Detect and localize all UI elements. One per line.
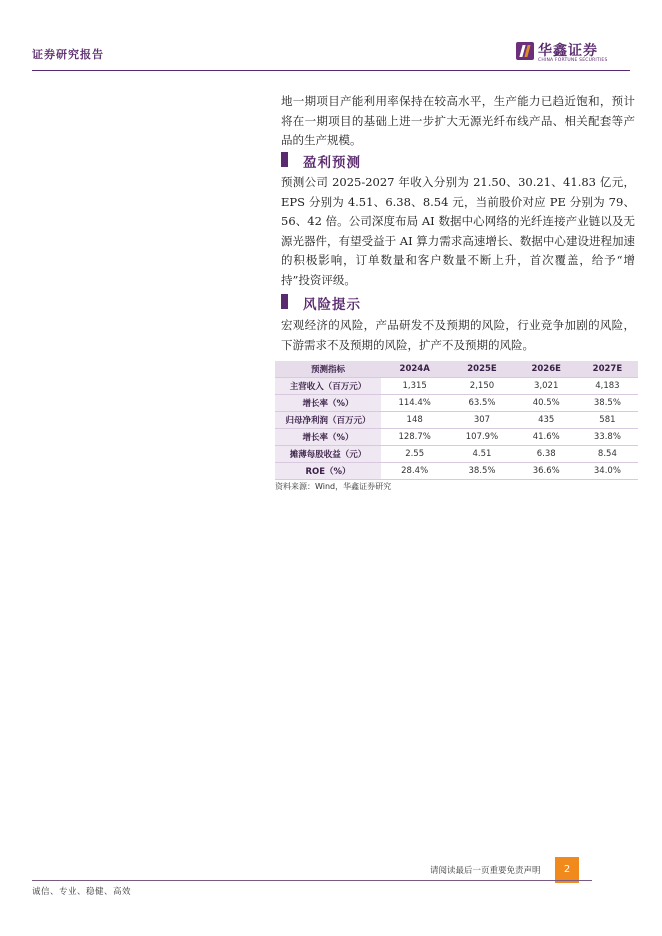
table-cell: 307 — [448, 412, 515, 429]
table-row — [275, 378, 638, 395]
table-cell: 148 — [381, 412, 448, 429]
section-marker-icon — [281, 294, 288, 309]
profit-forecast-paragraph: 预测公司 2025-2027 年收入分别为 21.50、30.21、41.83 亿元，EPS 分别为 4.51、6.38、8.54 元，当前股价对应 PE 分别为 79、56、42 倍。公司深度布局 AI 数据中心网络的光纤连接产业链以及无源光器件，有望受益于 AI 算力需求高速增长、数据中心建设进程加速的积极影响，订单数量和客户数量不断上升，首次覆盖，给予“增持”投资评级。 — [281, 175, 635, 287]
table-header-cell: 预测指标 — [275, 361, 381, 378]
profit-forecast-section — [281, 173, 635, 290]
company-logo — [516, 39, 616, 67]
table-header-cell: 2024A — [381, 361, 448, 378]
table-row — [275, 429, 638, 446]
page-number-badge: 2 — [555, 857, 579, 883]
footer-motto: 诚信、专业、稳健、高效 — [32, 887, 132, 897]
table-row — [275, 446, 638, 463]
table-cell: 40.5% — [516, 395, 577, 412]
row-label: 增长率（%） — [275, 429, 381, 446]
table-cell: 107.9% — [448, 429, 515, 446]
table-cell: 128.7% — [381, 429, 448, 446]
row-label: 主营收入（百万元） — [275, 378, 381, 395]
risk-paragraph: 宏观经济的风险，产品研发不及预期的风险，行业竞争加剧的风险，下游需求不及预期的风险，扩产不及预期的风险。 — [281, 318, 635, 352]
footer-divider — [32, 880, 592, 881]
logo-english-name: CHINA FORTUNE SECURITIES — [538, 58, 608, 63]
table-row — [275, 463, 638, 480]
table-cell: 36.6% — [516, 463, 577, 480]
table-header-cell: 2027E — [577, 361, 638, 378]
table-cell: 6.38 — [516, 446, 577, 463]
table-header-cell: 2026E — [516, 361, 577, 378]
row-label: ROE（%） — [275, 463, 381, 480]
table-header-row — [275, 361, 638, 378]
table-row — [275, 395, 638, 412]
section-title: 风险提示 — [303, 297, 361, 313]
section-marker-icon — [281, 152, 288, 167]
table-cell: 38.5% — [577, 395, 638, 412]
table-cell: 581 — [577, 412, 638, 429]
table-cell: 41.6% — [516, 429, 577, 446]
report-type-label: 证券研究报告 — [32, 48, 104, 61]
table-cell: 114.4% — [381, 395, 448, 412]
table-cell: 33.8% — [577, 429, 638, 446]
row-label: 摊薄每股收益（元） — [275, 446, 381, 463]
intro-section — [281, 92, 635, 151]
table-cell: 63.5% — [448, 395, 515, 412]
table-header-cell: 2025E — [448, 361, 515, 378]
table-cell: 28.4% — [381, 463, 448, 480]
disclaimer-link[interactable]: 请阅读最后一页重要免责声明 — [430, 866, 541, 876]
table-cell: 8.54 — [577, 446, 638, 463]
logo-mark-icon — [516, 42, 534, 60]
risk-section — [281, 316, 635, 355]
table-cell: 34.0% — [577, 463, 638, 480]
table-cell: 2,150 — [448, 378, 515, 395]
table-cell: 4.51 — [448, 446, 515, 463]
table-cell: 38.5% — [448, 463, 515, 480]
row-label: 归母净利润（百万元） — [275, 412, 381, 429]
table-source-note: 资料来源：Wind，华鑫证券研究 — [275, 482, 392, 491]
section-title: 盈利预测 — [303, 155, 361, 171]
logo-chinese-name: 华鑫证券 — [538, 43, 598, 59]
table-cell: 3,021 — [516, 378, 577, 395]
table-cell: 4,183 — [577, 378, 638, 395]
table-cell: 1,315 — [381, 378, 448, 395]
header-divider — [32, 70, 630, 71]
table-cell: 2.55 — [381, 446, 448, 463]
intro-paragraph: 地一期项目产能利用率保持在较高水平，生产能力已趋近饱和，预计将在一期项目的基础上进一步扩大无源光纤布线产品、相关配套等产品的生产规模。 — [281, 94, 635, 147]
row-label: 增长率（%） — [275, 395, 381, 412]
table-row — [275, 412, 638, 429]
table-cell: 435 — [516, 412, 577, 429]
forecast-table — [275, 361, 638, 480]
